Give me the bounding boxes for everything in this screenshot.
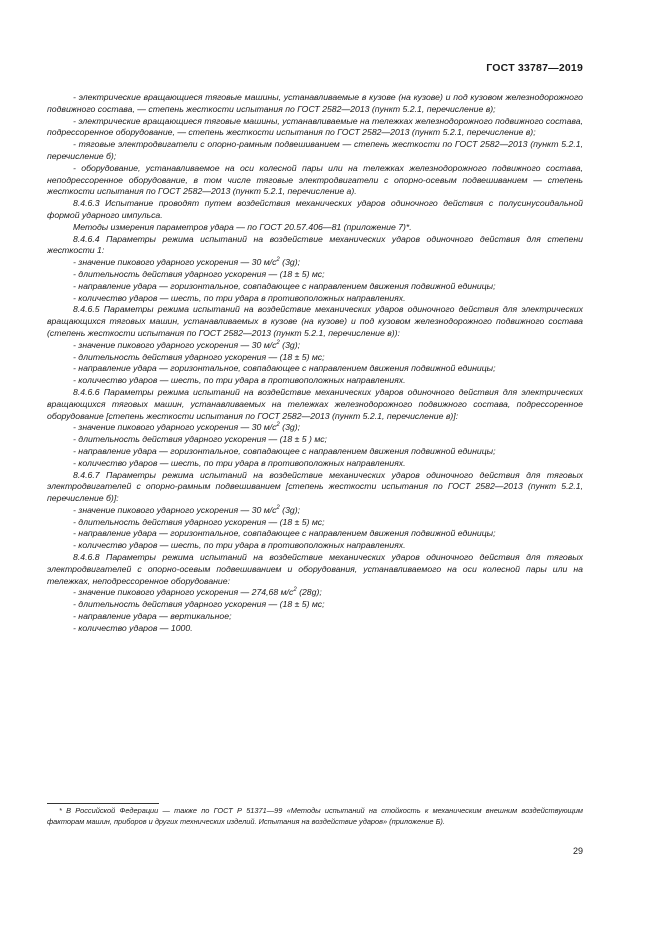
text-run: - значение пикового ударного ускорения — 30 м/с: [73, 504, 277, 515]
text-run: - направление удара — горизонтальное, совпадающее с направлением движения подвижной единицы;: [73, 280, 496, 291]
text-run: - длительность действия ударного ускорения — (18 ± 5) мс;: [73, 516, 325, 527]
paragraph: [47, 458, 583, 470]
text-run: - тяговые электродвигатели с опорно-рамным подвешиванием — степень жесткости по ГОСТ 2582—2013 (пункт 5.2.1, перечисление б);: [47, 139, 583, 161]
superscript: 2: [276, 339, 280, 346]
paragraph: [47, 363, 583, 375]
paragraph: [47, 293, 583, 305]
text-run: - длительность действия ударного ускорения — (18 ± 5) мс;: [73, 268, 325, 279]
paragraph: [47, 387, 583, 422]
superscript: 2: [276, 422, 280, 429]
text-run: - направление удара — горизонтальное, совпадающее с направлением движения подвижной единицы;: [73, 528, 496, 539]
paragraph: [47, 304, 583, 339]
paragraph: [47, 222, 583, 234]
text-run: - оборудование, устанавливаемое на оси колесной пары или на тележках железнодорожного подвижного состава, неподрессоренное оборудование, в том числе тяговые электродвигатели с опорно-осевым подвешиванием — степень жесткости испытания по ГОСТ 2582—2013 (пункт 5.2.1, перечисление а).: [47, 162, 583, 197]
text-run: - длительность действия ударного ускорения — (18 ± 5 ) мс;: [73, 434, 327, 445]
standard-id: ГОСТ 33787—2019: [486, 62, 583, 74]
text-run: (3g);: [279, 257, 301, 268]
superscript: 2: [276, 257, 280, 264]
paragraph: [47, 116, 583, 140]
paragraph: [47, 623, 583, 635]
text-run: 8.4.6.6 Параметры режима испытаний на воздействие механических ударов одиночного действия для электрических вращающихся тяговых машин, устанавливаемых на тележках железнодорожного подвижного состава, подрессоренное оборудование [степень жесткости испытания по ГОСТ 2582—2013 (пункт 5.2.1, перечисление в)]:: [47, 386, 583, 421]
text-run: - количество ударов — шесть, по три удара в противоположных направлениях.: [73, 457, 406, 468]
text-run: 8.4.6.7 Параметры режима испытаний на воздействие механических ударов одиночного действия для тяговых электродвигателей с опорно-рамным подвешиванием [степень жесткости испытания по ГОСТ 2582—2013 (пункт 5.2.1, перечисление б)]:: [47, 469, 583, 504]
paragraph: [47, 599, 583, 611]
text-run: - направление удара — вертикальное;: [73, 611, 232, 622]
text-run: - электрические вращающиеся тяговые машины, устанавливаемые на тележках железнодорожного подвижного состава, подрессоренное оборудование, — степень жесткости испытания по ГОСТ 2582—2013 (пункт 5.2.1, перечисление в);: [47, 115, 583, 138]
paragraph: [47, 92, 583, 116]
paragraph: [47, 552, 583, 587]
text-run: (3g);: [279, 504, 301, 515]
text-run: - длительность действия ударного ускорения — (18 ± 5) мс;: [73, 351, 325, 362]
text-run: - значение пикового ударного ускорения — 274,68 м/с: [73, 587, 294, 598]
text-run: (28g);: [296, 587, 322, 598]
text-run: - длительность действия ударного ускорения — (18 ± 5) мс;: [73, 599, 325, 610]
text-run: - направление удара — горизонтальное, совпадающее с направлением движения подвижной единицы;: [73, 363, 496, 374]
paragraph: [47, 352, 583, 364]
text-run: - значение пикового ударного ускорения — 30 м/с: [73, 339, 277, 350]
body-text: [47, 92, 583, 635]
page-number: 29: [572, 846, 583, 856]
paragraph: [47, 505, 583, 517]
text-run: - электрические вращающиеся тяговые машины, устанавливаемые в кузове (на кузове) и под кузовом железнодорожного подвижного состава, — степень жесткости испытания по ГОСТ 2582—2013 (пункт 5.2.1, перечисление в);: [47, 92, 583, 114]
paragraph: [47, 340, 583, 352]
footnote-text: * В Российской Федерации — также по ГОСТ Р 51371—99 «Методы испытаний на стойкость к механическим внешним воздействующим факторам машин, приборов и других технических изделий. Испытания на воздействие ударов» (приложение Б).: [47, 806, 583, 826]
text-run: (3g);: [279, 422, 301, 433]
text-run: - значение пикового ударного ускорения — 30 м/с: [73, 422, 277, 433]
paragraph: [47, 139, 583, 163]
paragraph: [47, 470, 583, 505]
paragraph: [47, 446, 583, 458]
text-run: (3g);: [279, 339, 301, 350]
text-run: - направление удара — горизонтальное, совпадающее с направлением движения подвижной единицы;: [73, 445, 496, 456]
footnote: [47, 806, 583, 827]
paragraph: [47, 587, 583, 599]
text-run: 8.4.6.3 Испытание проводят путем воздействия механических ударов одиночного действия с полусинусоидальной формой ударного импульса.: [47, 198, 583, 220]
text-run: - количество ударов — 1000.: [73, 622, 193, 633]
document-header: [486, 62, 583, 74]
text-run: 8.4.6.4 Параметры режима испытаний на воздействие механических ударов одиночного действия для степени жесткости 1:: [47, 233, 583, 256]
text-run: 8.4.6.8 Параметры режима испытаний на воздействие механических ударов одиночного действия для тяговых электродвигателей с опорно-осевым подвешиванием и оборудования, устанавливаемого на оси колесной пары или на тележках, неподрессоренное оборудование:: [47, 552, 583, 586]
superscript: 2: [293, 587, 297, 594]
text-run: - количество ударов — шесть, по три удара в противоположных направлениях.: [73, 540, 406, 551]
paragraph: [47, 528, 583, 540]
paragraph: [47, 434, 583, 446]
text-run: Методы измерения параметров удара — по ГОСТ 20.57.406—81 (приложение 7)*.: [73, 221, 412, 232]
text-run: - количество ударов — шесть, по три удара в противоположных направлениях.: [73, 375, 406, 386]
paragraph: [47, 281, 583, 293]
footnote-divider: [47, 803, 159, 804]
paragraph: [47, 198, 583, 222]
paragraph: [47, 163, 583, 198]
paragraph: [47, 611, 583, 623]
paragraph: [47, 234, 583, 258]
paragraph: [47, 269, 583, 281]
text-run: - количество ударов — шесть, по три удара в противоположных направлениях.: [73, 292, 406, 303]
paragraph: [47, 257, 583, 269]
paragraph: [47, 517, 583, 529]
paragraph: [47, 422, 583, 434]
paragraph: [47, 540, 583, 552]
superscript: 2: [276, 505, 280, 511]
text-run: 8.4.6.5 Параметры режима испытаний на воздействие механических ударов одиночного действия для электрических вращающихся тяговых машин, устанавливаемых в кузове (на кузове) и под кузовом железнодорожного подвижного состава (степень жесткости испытания по ГОСТ 2582—2013 (пункт 5.2.1, перечисление в)):: [47, 304, 583, 338]
paragraph: [47, 375, 583, 387]
text-run: - значение пикового ударного ускорения — 30 м/с: [73, 257, 277, 268]
